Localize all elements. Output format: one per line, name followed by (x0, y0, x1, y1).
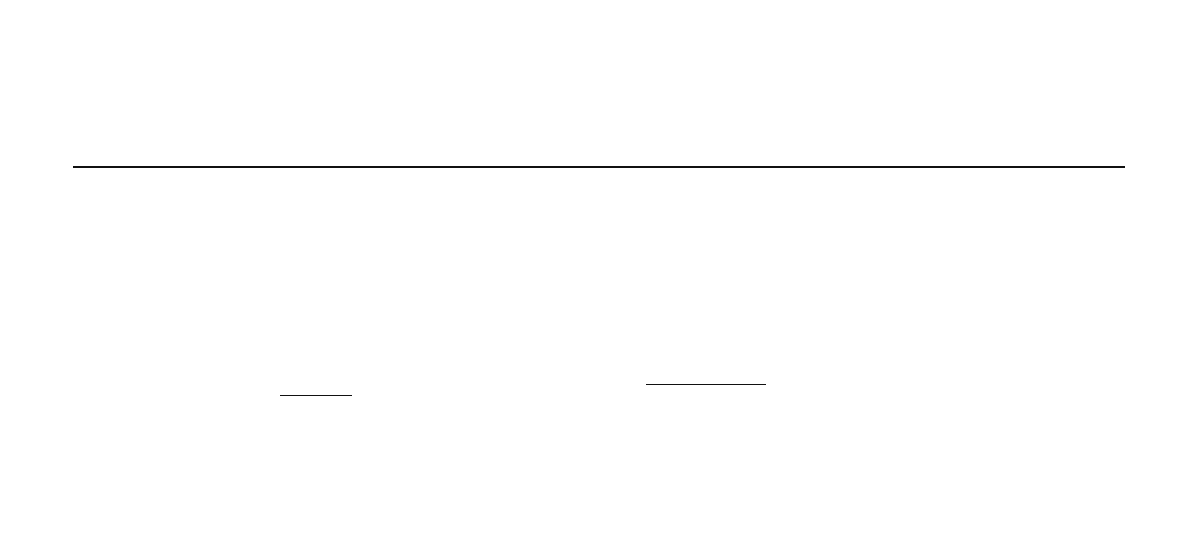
formula2-fraction-bar (646, 384, 766, 385)
scale-axis (73, 166, 1125, 168)
formula1-fraction-bar (280, 395, 352, 396)
